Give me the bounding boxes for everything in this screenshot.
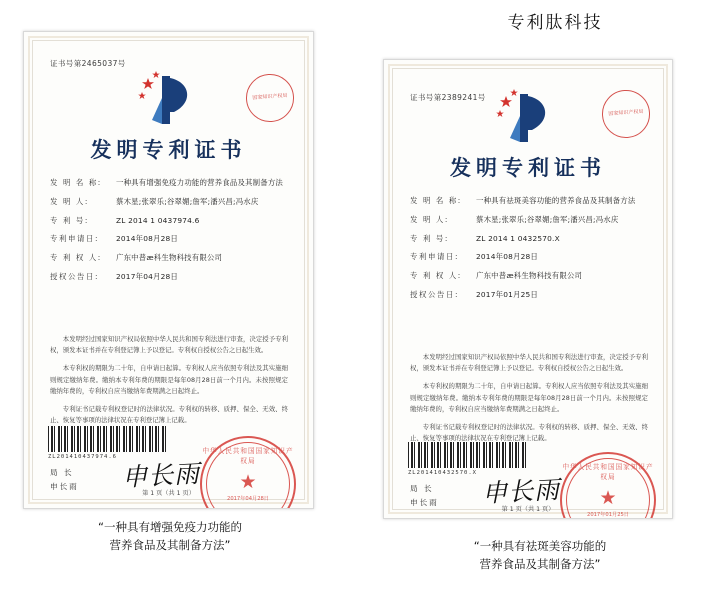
field-label: 发 明 名 称: bbox=[410, 196, 462, 205]
body-paragraph: 专利证书记载专利权登记时的法律状况。专利权的转移、质押、保全、无效、终止、恢复等事项的法律状况在专利登记簿上记载。 bbox=[410, 423, 648, 443]
field-row-inventors bbox=[50, 197, 288, 206]
seal-star-icon: ★ bbox=[239, 471, 257, 493]
barcode bbox=[48, 426, 166, 452]
field-label: 发 明 人: bbox=[50, 196, 89, 206]
seal-date: 2017年01月25日 bbox=[587, 512, 629, 519]
caption-left bbox=[60, 519, 280, 555]
caption-line-1: “一种具有祛斑美容功能的 bbox=[473, 539, 607, 553]
field-value: 蔡木星;张翠乐;谷翠媚;詹军;潘兴昌;冯水庆 bbox=[476, 214, 619, 224]
caption-right bbox=[430, 538, 650, 574]
barcode-number: ZL201410432570.X bbox=[408, 470, 477, 476]
field-value: ZL 2014 1 0432570.X bbox=[476, 233, 560, 243]
field-row-invention-name bbox=[410, 196, 648, 205]
field-label: 专 利 号: bbox=[50, 215, 89, 225]
caption-line-2: 营养食品及其制备方法” bbox=[479, 556, 601, 571]
field-value: ZL 2014 1 0437974.6 bbox=[116, 215, 200, 225]
seal-date: 2017年04月28日 bbox=[227, 496, 269, 503]
certificate-title: 发明专利证书 bbox=[90, 138, 247, 162]
body-paragraph: 本发明经过国家知识产权局依照中华人民共和国专利法进行审查，决定授予专利权，颁发本证书并在专利登记簿上予以登记。专利权自授权公告之日起生效。 bbox=[50, 335, 288, 355]
field-label: 发 明 人: bbox=[410, 214, 449, 224]
official-seal bbox=[200, 436, 296, 509]
field-value: 广东中普ӕ科生物科技有限公司 bbox=[476, 271, 583, 280]
seal-star-icon: ★ bbox=[599, 487, 617, 509]
field-list bbox=[410, 196, 648, 309]
field-label: 专利申请日: bbox=[410, 252, 460, 262]
body-paragraph: 本专利权的期限为二十年，自申请日起算。专利权人应当依照专利法及其实施细则规定缴纳年费。缴纳本专利年费的期限是每年08月28日前一个月内。未按照规定缴纳年费的，专利权自应当缴纳年费期满之日起终止。 bbox=[50, 364, 288, 395]
certificate-left bbox=[23, 31, 314, 509]
field-value: 广东中普ӕ科生物科技有限公司 bbox=[116, 253, 223, 262]
patent-emblem-icon bbox=[490, 86, 562, 148]
caption-line-1: “一种具有增强免疫力功能的 bbox=[98, 520, 242, 534]
page-footer: 第 1 页（共 1 页） bbox=[142, 490, 195, 497]
field-label: 专 利 号: bbox=[410, 233, 449, 243]
signature-label-name: 申长雨 bbox=[50, 482, 79, 492]
field-label: 授权公告日: bbox=[50, 271, 100, 281]
field-value: 2017年01月25日 bbox=[476, 289, 538, 299]
caption-line-2: 营养食品及其制备方法” bbox=[109, 537, 231, 552]
field-row-grant-date bbox=[50, 272, 288, 281]
serial-number: 证书号第2389241号 bbox=[410, 93, 486, 102]
field-value: 一种具有祛斑美容功能的营养食品及其制备方法 bbox=[476, 196, 636, 205]
field-row-patentee bbox=[410, 271, 648, 280]
field-list bbox=[50, 178, 288, 291]
signature-label-name: 申长雨 bbox=[410, 498, 439, 508]
field-label: 专 利 权 人: bbox=[50, 253, 102, 262]
signature-handwriting: 申长雨 bbox=[121, 458, 201, 493]
stamp-small-text: 国家知识产权局 bbox=[252, 92, 288, 102]
page-footer: 第 1 页（共 1 页） bbox=[501, 506, 555, 513]
certificate-body bbox=[410, 352, 648, 451]
field-label: 授权公告日: bbox=[410, 289, 460, 299]
field-row-invention-name bbox=[50, 178, 288, 187]
signature-label-director: 局 长 bbox=[410, 484, 434, 493]
signature-label-director: 局 长 bbox=[50, 468, 74, 477]
patent-emblem-icon bbox=[132, 68, 204, 130]
field-row-patentee bbox=[50, 253, 288, 262]
seal-arc-text: 中华人民共和国国家知识产权局 bbox=[202, 447, 294, 465]
field-row-application-date bbox=[50, 234, 288, 243]
certificate-title: 发明专利证书 bbox=[450, 156, 606, 180]
stamp-small-text: 国家知识产权局 bbox=[608, 108, 644, 118]
field-label: 专 利 权 人: bbox=[410, 271, 462, 280]
body-paragraph: 专利证书记载专利权登记时的法律状况。专利权的转移、质押、保全、无效、终止、恢复等事项的法律状况在专利登记簿上记载。 bbox=[50, 405, 288, 425]
field-value: 2014年08月28日 bbox=[116, 234, 178, 244]
body-paragraph: 本发明经过国家知识产权局依照中华人民共和国专利法进行审查，决定授予专利权，颁发本证书并在专利登记簿上予以登记。专利权自授权公告之日起生效。 bbox=[410, 353, 648, 373]
field-value: 2014年08月28日 bbox=[476, 252, 538, 262]
certificate-right bbox=[383, 59, 673, 519]
field-row-patent-number bbox=[50, 216, 288, 225]
certificate-body bbox=[50, 334, 288, 433]
field-row-application-date bbox=[410, 252, 648, 261]
barcode bbox=[408, 442, 526, 468]
field-row-grant-date bbox=[410, 290, 648, 299]
body-paragraph: 本专利权的期限为二十年，自申请日起算。专利权人应当依照专利法及其实施细则规定缴纳年费。缴纳本专利年费的期限是每年08月28日前一个月内。未按照规定缴纳年费的，专利权自应当缴纳年费期满之日起终止。 bbox=[410, 382, 648, 413]
serial-number: 证书号第2465037号 bbox=[50, 59, 126, 68]
barcode-number: ZL201410437974.6 bbox=[48, 454, 117, 460]
field-value: 蔡木星;张翠乐;谷翠媚;詹军;潘兴昌;冯水庆 bbox=[116, 196, 259, 206]
field-label: 发 明 名 称: bbox=[50, 178, 102, 187]
brand-title: 专利肽科技 bbox=[507, 13, 603, 33]
field-row-inventors bbox=[410, 215, 648, 224]
seal-arc-text: 中华人民共和国国家知识产权局 bbox=[562, 463, 654, 481]
field-value: 2017年04月28日 bbox=[116, 271, 178, 281]
field-label: 专利申请日: bbox=[50, 234, 100, 244]
field-row-patent-number bbox=[410, 234, 648, 243]
field-value: 一种具有增强免疫力功能的营养食品及其制备方法 bbox=[116, 178, 283, 187]
signature-handwriting: 申长雨 bbox=[481, 474, 561, 509]
